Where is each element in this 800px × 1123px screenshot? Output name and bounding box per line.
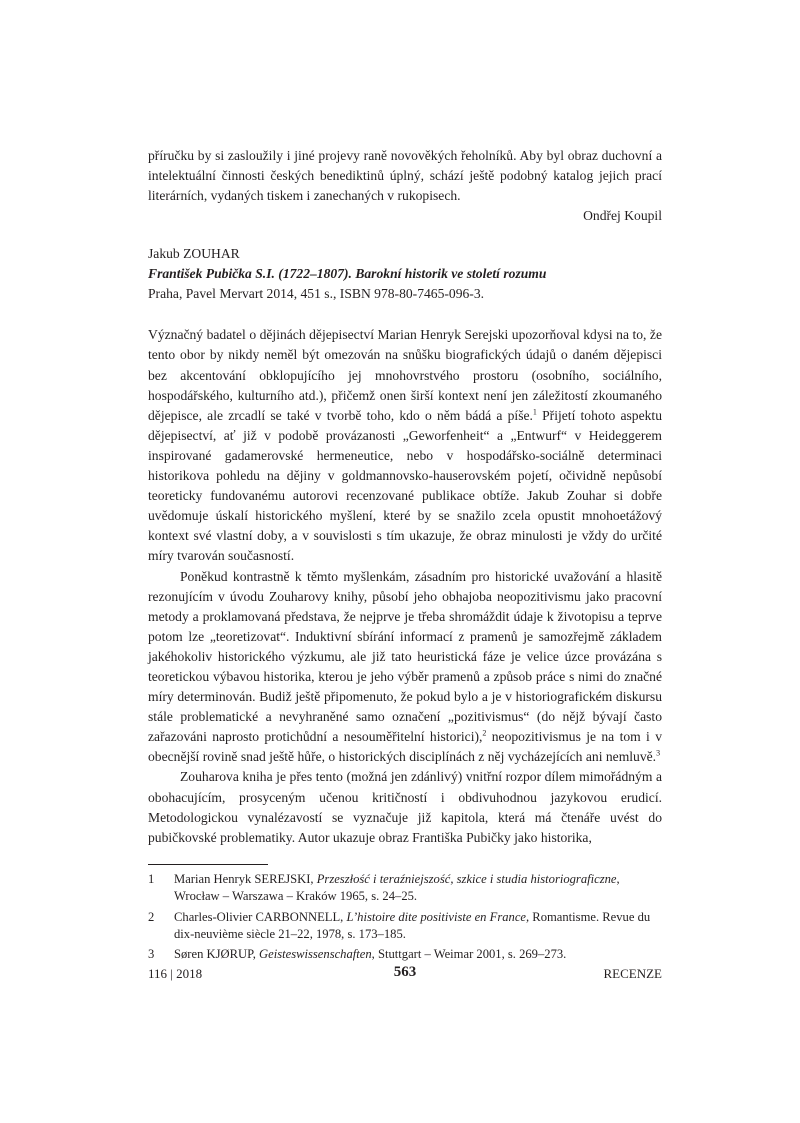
footnote-number: 1 xyxy=(148,871,155,886)
footnote xyxy=(148,871,662,906)
footnote-title: Geisteswissenschaften xyxy=(259,947,372,962)
footnote-ref-2[interactable]: 2 xyxy=(482,728,487,738)
journal-volume-year: 116 | 2018 xyxy=(148,966,203,981)
footnote-details: , Stuttgart – Weimar 2001, s. 269–273. xyxy=(371,947,567,962)
review-body xyxy=(148,325,662,847)
reviewed-title: František Pubička S.I. (1722–1807). Barokní historik ve století rozumu xyxy=(148,266,547,282)
reviewed-author: Jakub ZOUHAR xyxy=(148,246,240,262)
paragraph-2-text-b: neopozitivismus je na tom i v obecnější rovině snad ještě hůře, o historických disciplínách z něj vycházejících ani nemluvě. xyxy=(148,729,662,765)
footnote xyxy=(148,946,662,963)
footnote-number: 3 xyxy=(148,947,155,962)
footnote-author: Søren KJØRUP, xyxy=(174,947,260,962)
footnote-ref-1[interactable]: 1 xyxy=(532,407,537,417)
footnote-number: 2 xyxy=(148,909,155,924)
publication-info: Praha, Pavel Mervart 2014, 451 s., ISBN 978-80-7465-096-3. xyxy=(148,286,485,302)
section-label: RECENZE xyxy=(603,966,662,981)
review-header xyxy=(148,244,662,304)
paragraph-2-text-a: Poněkud kontrastně k těmto myšlenkám, zásadním pro historické uvažování a hlasitě rezonujícím v úvodu Zouharovy knihy, působí jeho obhajoba neopozitivismu jako pracovní metody a proklamovaná představa, že nejprve je třeba shromáždit údaje k životopisu a teprve potom lze „teoretizovat“. Induktivní sbírání informací z pramenů je samozřejmě základem jakéhokoliv historického výzkumu, ale již tato heuristická fáze je velice úzce provázána s teoretickou výbavou historika, kterou je jeho výběr pramenů a způsob práce s nimi do značné míry determinován. Budiž ještě připomenuto, že pokud bylo a je v historiografickém diskursu stále problematické a nevyhraněné samo označení „pozitivismus“ (do nějž bývají často zařazováni naprosto protichůdní a nesouměřitelní historici), xyxy=(148,568,662,745)
footnote-title: Przeszłość i teraźniejszość, szkice i studia historiograficzne xyxy=(316,871,617,886)
page-number: 563 xyxy=(393,964,417,980)
footnote-text xyxy=(174,946,662,963)
footnote-ref-3[interactable]: 3 xyxy=(656,748,661,758)
paragraph-1 xyxy=(148,325,662,566)
footnote-text xyxy=(174,909,662,944)
paragraph-2 xyxy=(148,567,662,768)
paragraph-3: Zouharova kniha je přes tento (možná jen zdánlivý) vnitřní rozpor dílem mimořádným a obohacujícím, prosyceným učenou kritičností i obdivuhodnou jazykovou erudicí. Metodologickou vynalézavostí se vyznačuje již kapitola, která má čtenáře uvést do pubičkovské problematiky. Autor ukazuje obraz Františka Pubičky jako historika, xyxy=(148,769,662,845)
page-content xyxy=(148,146,662,967)
footnote-details: Romantisme. Revue du dix-neuvième siècle 21–22, 1978, s. 173–185. xyxy=(174,909,651,942)
footnote-divider xyxy=(148,864,268,865)
page-footer xyxy=(148,964,662,986)
footnote-title: L’histoire dite positiviste en France, xyxy=(346,909,530,924)
footnote xyxy=(148,909,662,944)
footnotes xyxy=(148,871,662,964)
footnote-author: Marian Henryk SEREJSKI, xyxy=(174,871,317,886)
paragraph-1-text-a: Význačný badatel o dějinách dějepisectví Marian Henryk Serejski upozorňoval kdysi na to, že tento obor by nikdy neměl být omezován na snůšku biografických údajů o daném dějepisci bez akcentování obklopujícího jej mnohovrstvého prostoru (osobního, sociálního, hospodářského, kulturního atd.), přičemž onen širší kontext není jen záležitostí zkoumaného dějepisce, ale zrcadlí se také v tvorbě toho, kdo o něm bádá a píše. xyxy=(148,327,662,423)
footnote-details: , Wrocław – Warszawa – Kraków 1965, s. 24–25. xyxy=(174,871,620,904)
paragraph-1-text-b: Přijetí tohoto aspektu dějepisectví, ať již v podobě provázanosti „Geworfenheit“ a „Entwurf“ v Heideggerem inspirované gadamerovské hermeneutice, nebo v hospodářsko-sociálně determinaci historikova pohledu na dějiny v goldmannovsko-hauserovském pojetí, očividně nepůsobí teoreticky fundovanému autorovi recenzované publikace obtíže. Jakub Zouhar si dobře uvědomuje úskalí historického myšlení, které by se snažilo zcela opustit mnohoetážový kontext své vlastní doby, a v souvislosti s tím ukazuje, že obraz minulosti je vždy do určité míry tvarován současností. xyxy=(148,407,662,564)
footnote-author: Charles-Olivier CARBONNELL, xyxy=(174,909,347,924)
previous-review-text: příručku by si zasloužily i jiné projevy raně novověkých řeholníků. Aby byl obraz duchovní a intelektuální činnosti českých benediktinů úplný, schází ještě podobný katalog jejich prací literárních, vydaných tiskem i zanechaných v rukopisech. xyxy=(148,148,662,204)
footnote-text xyxy=(174,871,662,906)
previous-review-signature: Ondřej Koupil xyxy=(583,208,662,224)
